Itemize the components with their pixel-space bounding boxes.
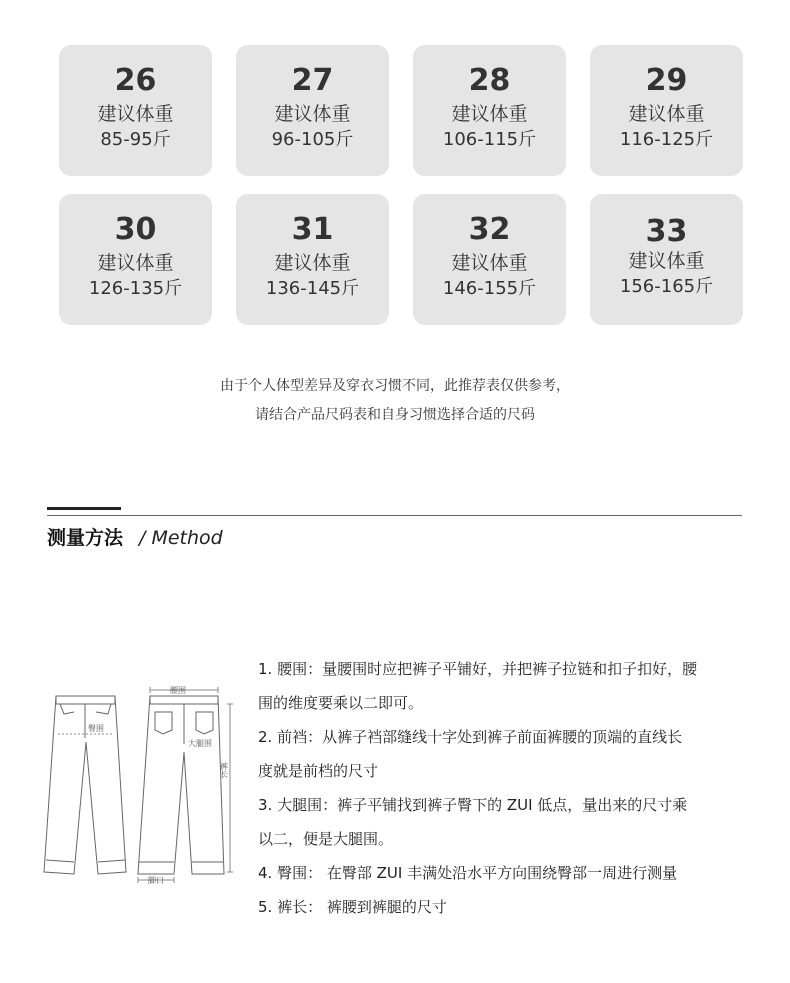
size-card-31 bbox=[236, 194, 389, 325]
weight-range: 106-115斤 bbox=[442, 129, 537, 150]
method-line: 围的维度要乘以二即可。 bbox=[258, 694, 424, 712]
length-label: 裤长 bbox=[219, 762, 229, 778]
jeans-front-view bbox=[44, 696, 126, 874]
section-title bbox=[47, 523, 223, 553]
weight-range: 116-125斤 bbox=[619, 129, 714, 150]
weight-label: 建议体重 bbox=[451, 252, 528, 274]
size-card-28 bbox=[413, 45, 566, 176]
weight-label: 建议体重 bbox=[97, 103, 174, 125]
size-number: 29 bbox=[645, 63, 688, 98]
weight-label: 建议体重 bbox=[628, 103, 705, 125]
length-measure bbox=[227, 704, 233, 872]
size-card-29 bbox=[590, 45, 743, 176]
section-title-zh: 测量方法 bbox=[47, 527, 124, 549]
method-line: 5. 裤长： 裤腰到裤腿的尺寸 bbox=[258, 898, 447, 916]
size-card-26 bbox=[59, 45, 212, 176]
note-line-2: 请结合产品尺码表和自身习惯选择合适的尺码 bbox=[255, 407, 535, 423]
method-line: 以二，便是大腿围。 bbox=[258, 830, 394, 848]
size-number: 31 bbox=[291, 212, 334, 247]
recommendation-notes bbox=[0, 372, 790, 430]
weight-range: 136-145斤 bbox=[265, 278, 360, 299]
hem-label: 脚口 bbox=[148, 876, 164, 885]
method-line: 2. 前裆：从裤子裆部缝线十字处到裤子前面裤腰的顶端的直线长 bbox=[258, 728, 683, 746]
weight-range: 146-155斤 bbox=[442, 278, 537, 299]
method-line: 1. 腰围：量腰围时应把裤子平铺好，并把裤子拉链和扣子扣好，腰 bbox=[258, 660, 698, 678]
weight-label: 建议体重 bbox=[274, 252, 351, 274]
size-card-30 bbox=[59, 194, 212, 325]
weight-range: 85-95斤 bbox=[100, 129, 171, 150]
weight-range: 96-105斤 bbox=[271, 129, 354, 150]
method-line: 3. 大腿围：裤子平铺找到裤子臀下的 ZUI 低点，量出来的尺寸乘 bbox=[258, 796, 688, 814]
weight-label: 建议体重 bbox=[97, 252, 174, 274]
section-rule-accent bbox=[47, 507, 121, 510]
size-number: 33 bbox=[645, 214, 688, 249]
weight-label: 建议体重 bbox=[274, 103, 351, 125]
section-divider bbox=[47, 515, 742, 516]
weight-range: 156-165斤 bbox=[619, 276, 714, 297]
weight-label: 建议体重 bbox=[628, 250, 705, 272]
section-title-en: / Method bbox=[139, 527, 223, 549]
hip-label: 臀围 bbox=[88, 724, 104, 733]
size-number: 30 bbox=[114, 212, 157, 247]
method-line: 4. 臀围： 在臀部 ZUI 丰满处沿水平方向围绕臀部一周进行测量 bbox=[258, 864, 678, 882]
size-number: 32 bbox=[468, 212, 511, 247]
method-list bbox=[258, 652, 763, 924]
jeans-measurement-diagram bbox=[38, 682, 238, 887]
weight-range: 126-135斤 bbox=[88, 278, 183, 299]
size-card-33 bbox=[590, 194, 743, 325]
size-card-32 bbox=[413, 194, 566, 325]
size-card-27 bbox=[236, 45, 389, 176]
size-number: 26 bbox=[114, 63, 157, 98]
weight-label: 建议体重 bbox=[451, 103, 528, 125]
size-number: 28 bbox=[468, 63, 511, 98]
jeans-back-view bbox=[138, 696, 224, 874]
size-number: 27 bbox=[291, 63, 334, 98]
note-line-1: 由于个人体型差异及穿衣习惯不同，此推荐表仅供参考， bbox=[220, 378, 570, 394]
waist-label: 腰围 bbox=[170, 686, 186, 695]
thigh-label: 大腿围 bbox=[188, 739, 212, 748]
method-line: 度就是前档的尺寸 bbox=[258, 762, 379, 780]
